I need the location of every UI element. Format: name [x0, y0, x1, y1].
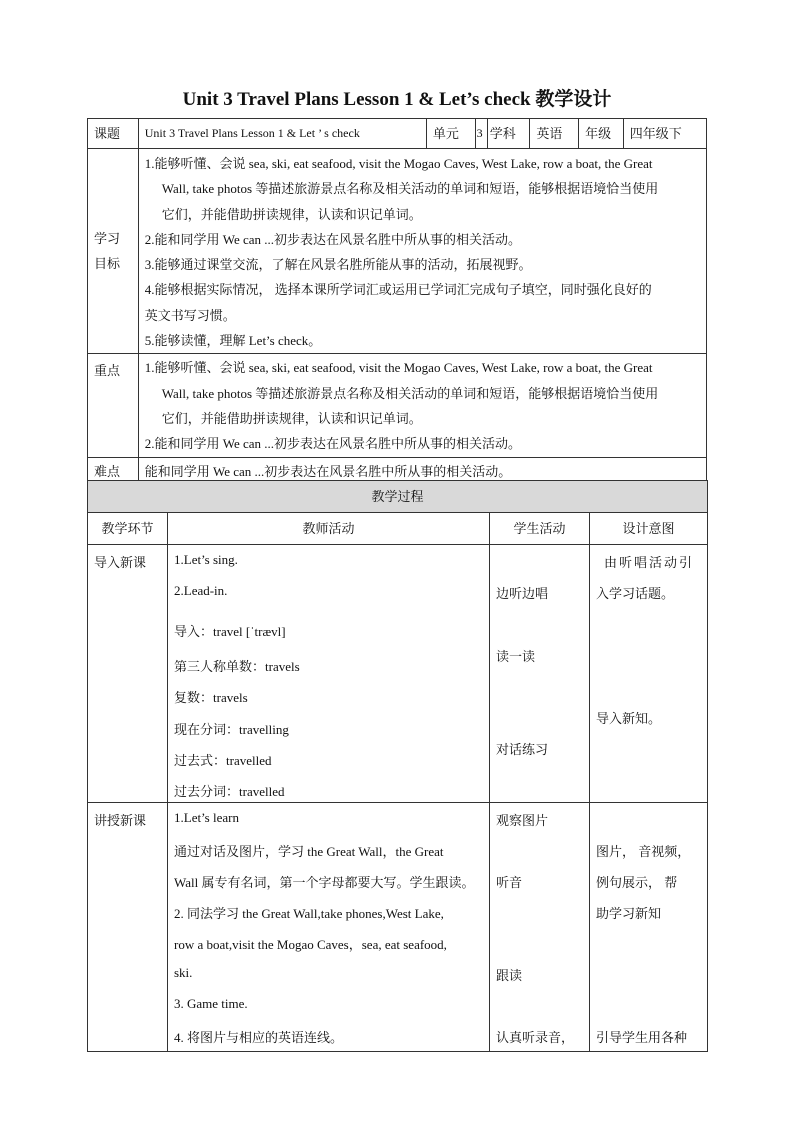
teach-student-line: 认真听录音，	[496, 1030, 575, 1045]
teach-student-line: 观察图片	[496, 813, 549, 828]
teach-teacher-line: 3. Game time.	[174, 996, 248, 1011]
topic-label: 课题	[88, 119, 139, 149]
intro-teacher-line: 过去式：travelled	[174, 753, 272, 768]
intro-purpose-text: 由听唱活动引	[604, 555, 695, 570]
key-label: 重点	[88, 354, 139, 457]
difficult-value: 能和同学用 We can ...初步表达在风景名胜中所从事的相关活动。	[138, 457, 706, 485]
teach-purpose-line: 助学习新知	[596, 906, 662, 921]
intro-purpose-line: 导入新知。	[596, 711, 662, 726]
teach-student-line: 跟读	[496, 968, 523, 983]
key-line: 2.能和同学用 We can ...初步表达在风景名胜中所从事的相关活动。	[144, 436, 522, 452]
key-line: 1.能够听懂、会说 sea, ski, eat seafood, visit the Mogao Caves, West Lake, row a boat, the Great	[144, 360, 653, 376]
objective-line: 4.能够根据实际情况， 选择本课所学词汇或运用已学词汇完成句子填空，同时强化良好的	[144, 282, 652, 298]
intro-teacher-line: 复数：travels	[174, 690, 248, 705]
intro-student-line: 对话练习	[496, 742, 549, 757]
intro-teacher-line: 导入：travel [ˈtrævl]	[174, 624, 286, 639]
header-student: 学生活动	[490, 513, 590, 545]
objectives-cell	[138, 149, 706, 354]
stage-intro-label: 导入新课	[94, 555, 147, 570]
difficult-label: 难点	[88, 457, 139, 485]
teach-teacher-line: row a boat,visit the Mogao Caves，sea, eat seafood,	[174, 937, 447, 952]
intro-teacher-line: 1.Let’s sing.	[174, 552, 238, 567]
intro-teacher-cell	[168, 545, 490, 803]
teach-purpose-line: 图片， 音视频，	[596, 844, 691, 859]
objectives-label-cell	[88, 149, 139, 354]
stage-intro	[88, 545, 168, 803]
objective-line: 5.能够读懂，理解 Let’s check。	[144, 333, 322, 349]
key-points-cell	[138, 354, 706, 457]
process-title: 教学过程	[88, 481, 708, 513]
teach-purpose-line: 引导学生用各种	[596, 1030, 688, 1045]
intro-teacher-line: 第三人称单数：travels	[174, 659, 300, 674]
intro-teacher-line: 过去分词：travelled	[174, 784, 285, 799]
teach-purpose-cell	[590, 803, 708, 1052]
document-title: Unit 3 Travel Plans Lesson 1 & Let’s check 教学设计	[182, 89, 612, 110]
teach-teacher-line: 2. 同法学习 the Great Wall,take phones,West Lake,	[174, 906, 444, 921]
teach-teacher-cell	[168, 803, 490, 1052]
teach-teacher-line: 4. 将图片与相应的英语连线。	[174, 1030, 344, 1045]
intro-purpose-cell	[590, 545, 708, 803]
header-stage: 教学环节	[88, 513, 168, 545]
objective-line: 3.能够通过课堂交流，了解在风景名胜所能从事的活动，拓展视野。	[144, 257, 532, 273]
subject-label: 学科	[487, 119, 530, 149]
objectives-label-2: 目标	[94, 256, 121, 271]
intro-student-line: 边听边唱	[496, 586, 549, 601]
objective-line: 它们，并能借助拼读规律，认读和识记单词。	[161, 206, 422, 222]
intro-purpose-line	[604, 552, 703, 571]
intro-student-cell	[490, 545, 590, 803]
objective-line: Wall, take photos 等描述旅游景点名称及相关活动的单词和短语，能够根据语境恰当使用	[161, 181, 659, 197]
teach-student-line: 听音	[496, 875, 523, 890]
intro-student-line: 读一读	[496, 649, 536, 664]
teach-teacher-line: Wall 属专有名词，第一个字母都要大写。学生跟读。	[174, 875, 475, 890]
grade-value: 四年级下	[623, 119, 706, 149]
teach-teacher-line: 通过对话及图片，学习 the Great Wall，the Great	[174, 844, 444, 859]
subject-value: 英语	[530, 119, 579, 149]
unit-label: 单元	[426, 119, 475, 149]
objective-line: 英文书写习惯。	[144, 307, 236, 323]
intro-teacher-line: 现在分词：travelling	[174, 722, 289, 737]
objective-line: 2.能和同学用 We can ...初步表达在风景名胜中所从事的相关活动。	[144, 231, 522, 247]
teach-purpose-line: 例句展示， 帮	[596, 875, 678, 890]
teach-student-cell	[490, 803, 590, 1052]
header-purpose: 设计意图	[590, 513, 708, 545]
grade-label: 年级	[579, 119, 624, 149]
unit-value: 3	[475, 119, 487, 149]
key-line: 它们，并能借助拼读规律，认读和识记单词。	[161, 410, 422, 426]
stage-teach-label: 讲授新课	[94, 813, 147, 828]
teach-teacher-line: 1.Let’s learn	[174, 810, 239, 825]
intro-purpose-line: 入学习话题。	[596, 586, 675, 601]
teaching-process-table	[87, 480, 708, 1052]
objectives-label-1: 学习	[94, 231, 121, 246]
intro-teacher-line: 2.Lead-in.	[174, 583, 228, 598]
key-line: Wall, take photos 等描述旅游景点名称及相关活动的单词和短语，能够根据语境恰当使用	[161, 385, 659, 401]
objective-line: 1.能够听懂、会说 sea, ski, eat seafood, visit the Mogao Caves, West Lake, row a boat, the Great	[144, 156, 653, 171]
stage-teach	[88, 803, 168, 1052]
header-teacher: 教师活动	[168, 513, 490, 545]
lesson-info-table	[87, 118, 707, 486]
teach-teacher-line: ski.	[174, 965, 193, 980]
topic-value: Unit 3 Travel Plans Lesson 1 & Let ’ s check	[138, 119, 426, 149]
